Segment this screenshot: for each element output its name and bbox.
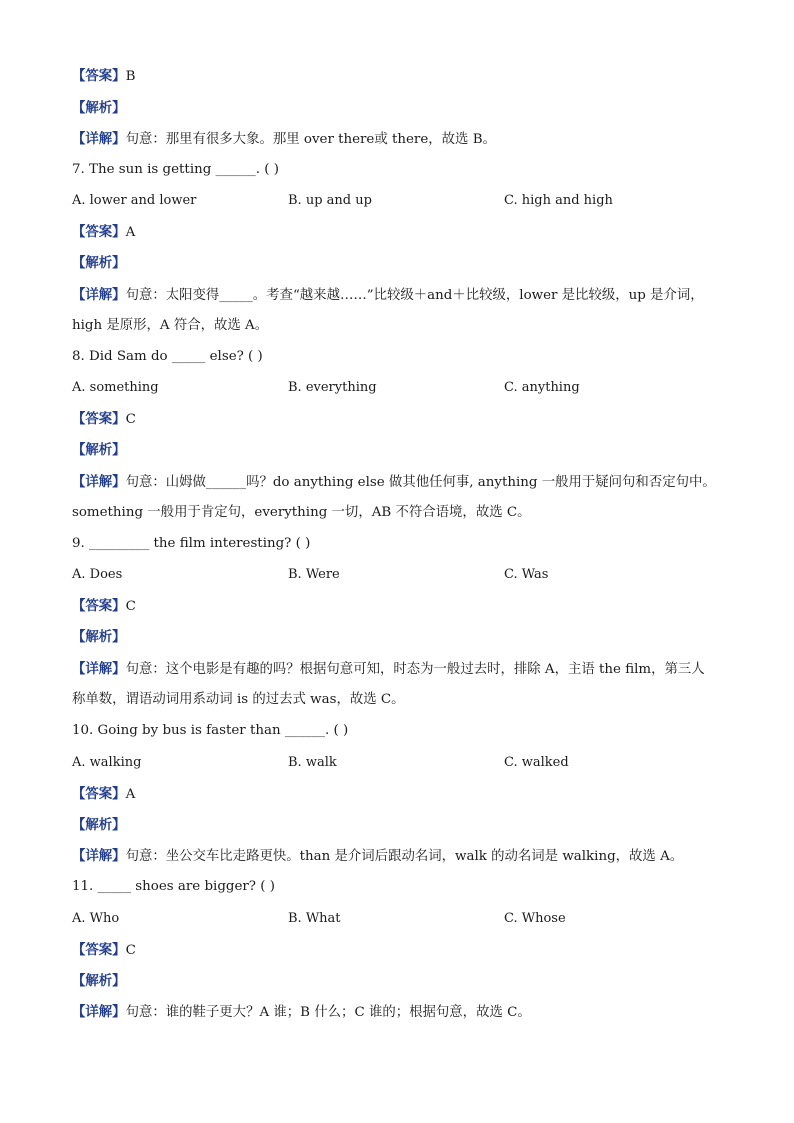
answer-line bbox=[72, 66, 734, 87]
detail-line bbox=[72, 129, 734, 150]
detail-line bbox=[72, 1002, 734, 1023]
detail-line bbox=[72, 659, 734, 680]
answer-value: C bbox=[125, 599, 136, 614]
answer-value: A bbox=[125, 787, 136, 802]
option-b: B. walk bbox=[288, 755, 337, 770]
answer-tag: 【答案】 bbox=[72, 598, 126, 614]
analysis-tag: 【解析】 bbox=[72, 100, 126, 116]
detail-tag: 【详解】 bbox=[72, 661, 126, 677]
analysis-tag: 【解析】 bbox=[72, 255, 126, 271]
detail-line bbox=[72, 846, 734, 867]
option-b: B. up and up bbox=[288, 193, 372, 208]
detail-line-continued: something 一般用于肯定句，everything 一切，AB 不符合语境，故选 C。 bbox=[72, 505, 531, 520]
analysis-tag: 【解析】 bbox=[72, 442, 126, 458]
question-9: 9. _________ the film interesting? ( ) bbox=[72, 536, 311, 551]
answer-value: A bbox=[125, 225, 136, 240]
option-a: A. Who bbox=[72, 911, 120, 926]
answer-tag: 【答案】 bbox=[72, 786, 126, 802]
detail-text: 句意：这个电影是有趣的吗？根据句意可知，时态为一般过去时，排除 A，主语 the film，第三人 bbox=[125, 662, 705, 677]
analysis-tag: 【解析】 bbox=[72, 629, 126, 645]
analysis-tag: 【解析】 bbox=[72, 973, 126, 989]
answer-tag: 【答案】 bbox=[72, 411, 126, 427]
analysis-line bbox=[72, 98, 734, 119]
answer-line bbox=[72, 222, 734, 243]
analysis-tag: 【解析】 bbox=[72, 817, 126, 833]
analysis-line bbox=[72, 627, 734, 648]
answer-value: C bbox=[125, 943, 136, 958]
detail-line bbox=[72, 285, 734, 306]
detail-tag: 【详解】 bbox=[72, 287, 126, 303]
question-8: 8. Did Sam do _____ else? ( ) bbox=[72, 349, 263, 364]
detail-text: 句意：谁的鞋子更大？A 谁；B 什么；C 谁的；根据句意，故选 C。 bbox=[125, 1005, 531, 1020]
detail-text: 句意：太阳变得_____。考查“越来越……”比较级＋and＋比较级，lower 是比较级，up 是介词， bbox=[125, 288, 704, 303]
answer-tag: 【答案】 bbox=[72, 68, 126, 84]
analysis-line bbox=[72, 971, 734, 992]
analysis-line bbox=[72, 253, 734, 274]
analysis-line bbox=[72, 815, 734, 836]
question-10: 10. Going by bus is faster than ______. ( ) bbox=[72, 723, 349, 738]
detail-text: 句意：那里有很多大象。那里 over there或 there，故选 B。 bbox=[125, 132, 496, 147]
option-a: A. something bbox=[72, 380, 159, 395]
option-c: C. Whose bbox=[504, 911, 566, 926]
detail-line bbox=[72, 472, 734, 493]
answer-line bbox=[72, 596, 734, 617]
answer-line bbox=[72, 409, 734, 430]
option-a: A. Does bbox=[72, 567, 123, 582]
option-c: C. walked bbox=[504, 755, 569, 770]
detail-tag: 【详解】 bbox=[72, 474, 126, 490]
detail-line-continued: high 是原形，A 符合，故选 A。 bbox=[72, 318, 269, 333]
option-c: C. Was bbox=[504, 567, 549, 582]
option-a: A. walking bbox=[72, 755, 142, 770]
answer-value: B bbox=[125, 69, 136, 84]
detail-tag: 【详解】 bbox=[72, 1004, 126, 1020]
answer-line bbox=[72, 784, 734, 805]
option-b: B. Were bbox=[288, 567, 340, 582]
detail-text: 句意：山姆做______吗？do anything else 做其他任何事, anything 一般用于疑问句和否定句中。 bbox=[125, 475, 716, 490]
detail-tag: 【详解】 bbox=[72, 131, 126, 147]
option-b: B. everything bbox=[288, 380, 377, 395]
option-a: A. lower and lower bbox=[72, 193, 197, 208]
question-7: 7. The sun is getting ______. ( ) bbox=[72, 162, 279, 177]
detail-text: 句意：坐公交车比走路更快。than 是介词后跟动名词，walk 的动名词是 walking，故选 A。 bbox=[125, 849, 684, 864]
answer-value: C bbox=[125, 412, 136, 427]
answer-line bbox=[72, 940, 734, 961]
option-c: C. anything bbox=[504, 380, 580, 395]
detail-line-continued: 称单数，谓语动词用系动词 is 的过去式 was，故选 C。 bbox=[72, 692, 405, 707]
detail-tag: 【详解】 bbox=[72, 848, 126, 864]
option-b: B. What bbox=[288, 911, 341, 926]
answer-tag: 【答案】 bbox=[72, 942, 126, 958]
analysis-line bbox=[72, 440, 734, 461]
question-11: 11. _____ shoes are bigger? ( ) bbox=[72, 879, 275, 894]
answer-tag: 【答案】 bbox=[72, 224, 126, 240]
option-c: C. high and high bbox=[504, 193, 613, 208]
